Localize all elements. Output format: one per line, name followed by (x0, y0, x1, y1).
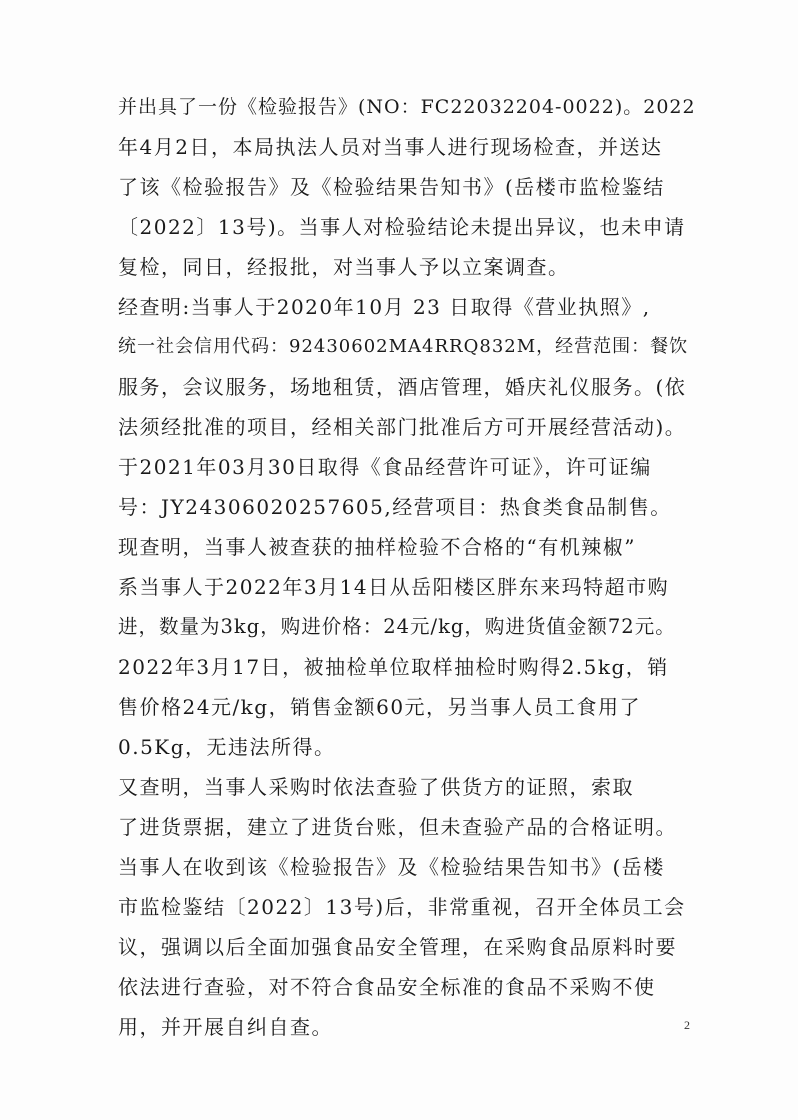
text-line: 售价格24元/kg，销售金额60元，另当事人员工食用了 (118, 695, 642, 719)
text-line: 服务，会议服务，场地租赁，酒店管理，婚庆礼仪服务。(依 (118, 375, 687, 399)
text-line: 并出具了一份《检验报告》(NO：FC22032204-0022)。2022 (118, 96, 696, 118)
text-line: 号：JY24306020257605,经营项目：热食类食品制售。 (118, 495, 672, 519)
text-line: 2022年3月17日，被抽检单位取样抽检时购得2.5kg，销 (118, 655, 669, 679)
text-line: 0.5Kg，无违法所得。 (118, 735, 336, 759)
text-line: 经查明:当事人于2020年10月 23 日取得《营业执照》, (118, 295, 651, 319)
text-line: 统一社会信用代码：92430602MA4RRQ832M，经营范围：餐饮 (118, 336, 689, 357)
text-line: 复检，同日，经报批，对当事人予以立案调查。 (118, 255, 570, 279)
text-line: 又查明，当事人采购时依法查验了供货方的证照，索取 (118, 775, 634, 799)
text-line: 议，强调以后全面加强食品安全管理，在采购食品原料时要 (118, 935, 677, 959)
text-line: 当事人在收到该《检验报告》及《检验结果告知书》(岳楼 (118, 855, 665, 879)
text-line: 现查明，当事人被查获的抽样检验不合格的“有机辣椒” (118, 535, 636, 559)
text-line: 年4月2日，本局执法人员对当事人进行现场检查，并送达 (118, 135, 663, 159)
text-line: 了该《检验报告》及《检验结果告知书》(岳楼市监检鉴结 (118, 175, 665, 199)
text-line: 市监检鉴结〔2022〕13号)后，非常重视，召开全体员工会 (118, 895, 686, 919)
text-line: 于2021年03月30日取得《食品经营许可证》，许可证编 (118, 455, 652, 479)
text-line: 了进货票据，建立了进货台账，但未查验产品的合格证明。 (118, 815, 677, 839)
text-line: 用，并开展自纠自查。 (118, 1015, 333, 1039)
page-number: 2 (684, 1018, 690, 1032)
text-line: 进，数量为3kg，购进价格：24元/kg，购进货值金额72元。 (118, 615, 676, 638)
text-line: 〔2022〕13号)。当事人对检验结论未提出异议，也未申请 (118, 215, 686, 239)
text-line: 依法进行查验，对不符合食品安全标准的食品不采购不使 (118, 975, 656, 999)
text-line: 法须经批准的项目，经相关部门批准后方可开展经营活动)。 (118, 415, 687, 439)
text-line: 系当事人于2022年3月14日从岳阳楼区胖东来玛特超市购 (118, 575, 670, 599)
